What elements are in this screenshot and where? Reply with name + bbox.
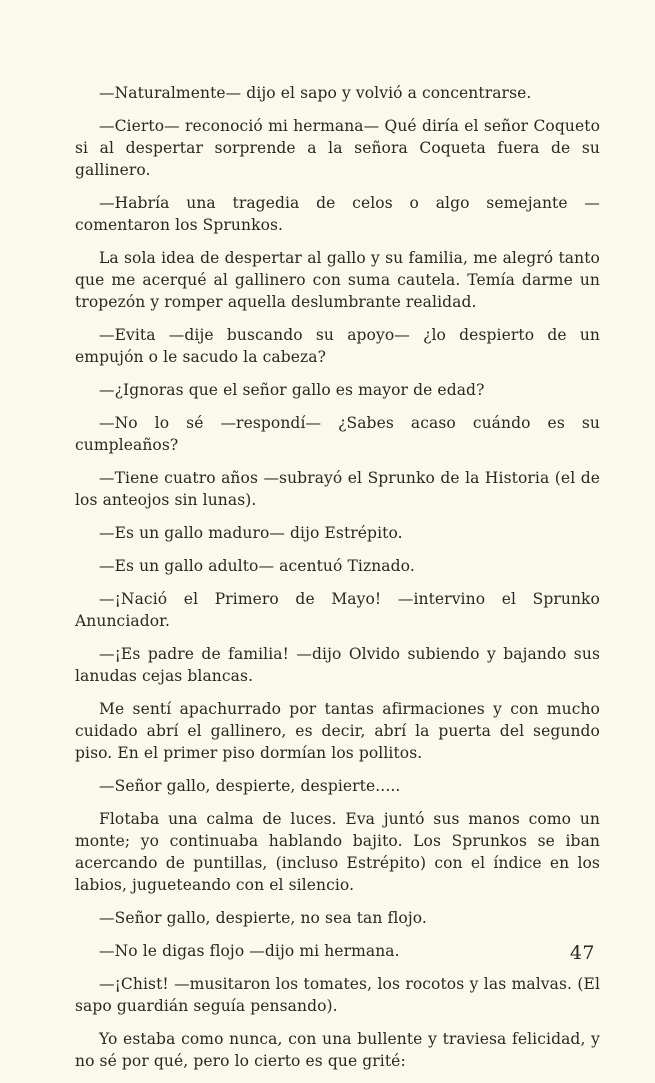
paragraph: —¡Es padre de familia! —dijo Olvido subiendo y bajando sus lanudas cejas blancas. [75,645,600,685]
paragraph: —¿Ignoras que el señor gallo es mayor de edad? [99,381,485,399]
paragraph: —Es un gallo maduro— dijo Estrépito. [99,524,403,542]
paragraph: —Habría una tragedia de celos o algo semejante —comentaron los Sprunkos. [75,194,600,234]
paragraph: —Evita —dije buscando su apoyo— ¿lo despierto de un empujón o le sacudo la cabeza? [75,326,600,366]
paragraph: Flotaba una calma de luces. Eva juntó sus manos como un monte; yo continuaba hablando bajito. Los Sprunkos se iban acercando de puntillas, (incluso Estrépito) con el índice en los labios, jugueteando con el silencio. [75,810,600,894]
paragraph: La sola idea de despertar al gallo y su familia, me alegró tanto que me acerqué al gallinero con suma cautela. Temía darme un tropezón y romper aquella deslumbrante realidad. [75,249,600,311]
paragraph: —No le digas flojo —dijo mi hermana. [99,942,400,960]
paragraph: —No lo sé —respondí— ¿Sabes acaso cuándo es su cumpleaños? [75,414,600,454]
paragraph: Yo estaba como nunca, con una bullente y traviesa felicidad, y no sé por qué, pero lo cierto es que grité: [75,1030,600,1070]
paragraph: —Señor gallo, despierte, despierte..... [99,777,401,795]
paragraph: —Naturalmente— dijo el sapo y volvió a concentrarse. [99,84,532,102]
paragraph: —Cierto— reconoció mi hermana— Qué diría el señor Coqueto si al despertar sorprende a la señora Coqueta fuera de su gallinero. [75,117,600,179]
page-number: 47 [569,942,595,964]
paragraph: —¡Nació el Primero de Mayo! —intervino el Sprunko Anunciador. [75,590,600,630]
paragraph: —¡Chist! —musitaron los tomates, los rocotos y las malvas. (El sapo guardián seguía pensando). [75,975,600,1015]
paragraph: —Señor gallo, despierte, no sea tan flojo. [99,909,427,927]
paragraph: —Es un gallo adulto— acentuó Tiznado. [99,557,415,575]
paragraph: Me sentí apachurrado por tantas afirmaciones y con mucho cuidado abrí el gallinero, es decir, abrí la puerta del segundo piso. En el primer piso dormían los pollitos. [75,700,600,762]
paragraph: —Tiene cuatro años —subrayó el Sprunko de la Historia (el de los anteojos sin lunas). [75,469,600,509]
body-text [75,82,600,1083]
